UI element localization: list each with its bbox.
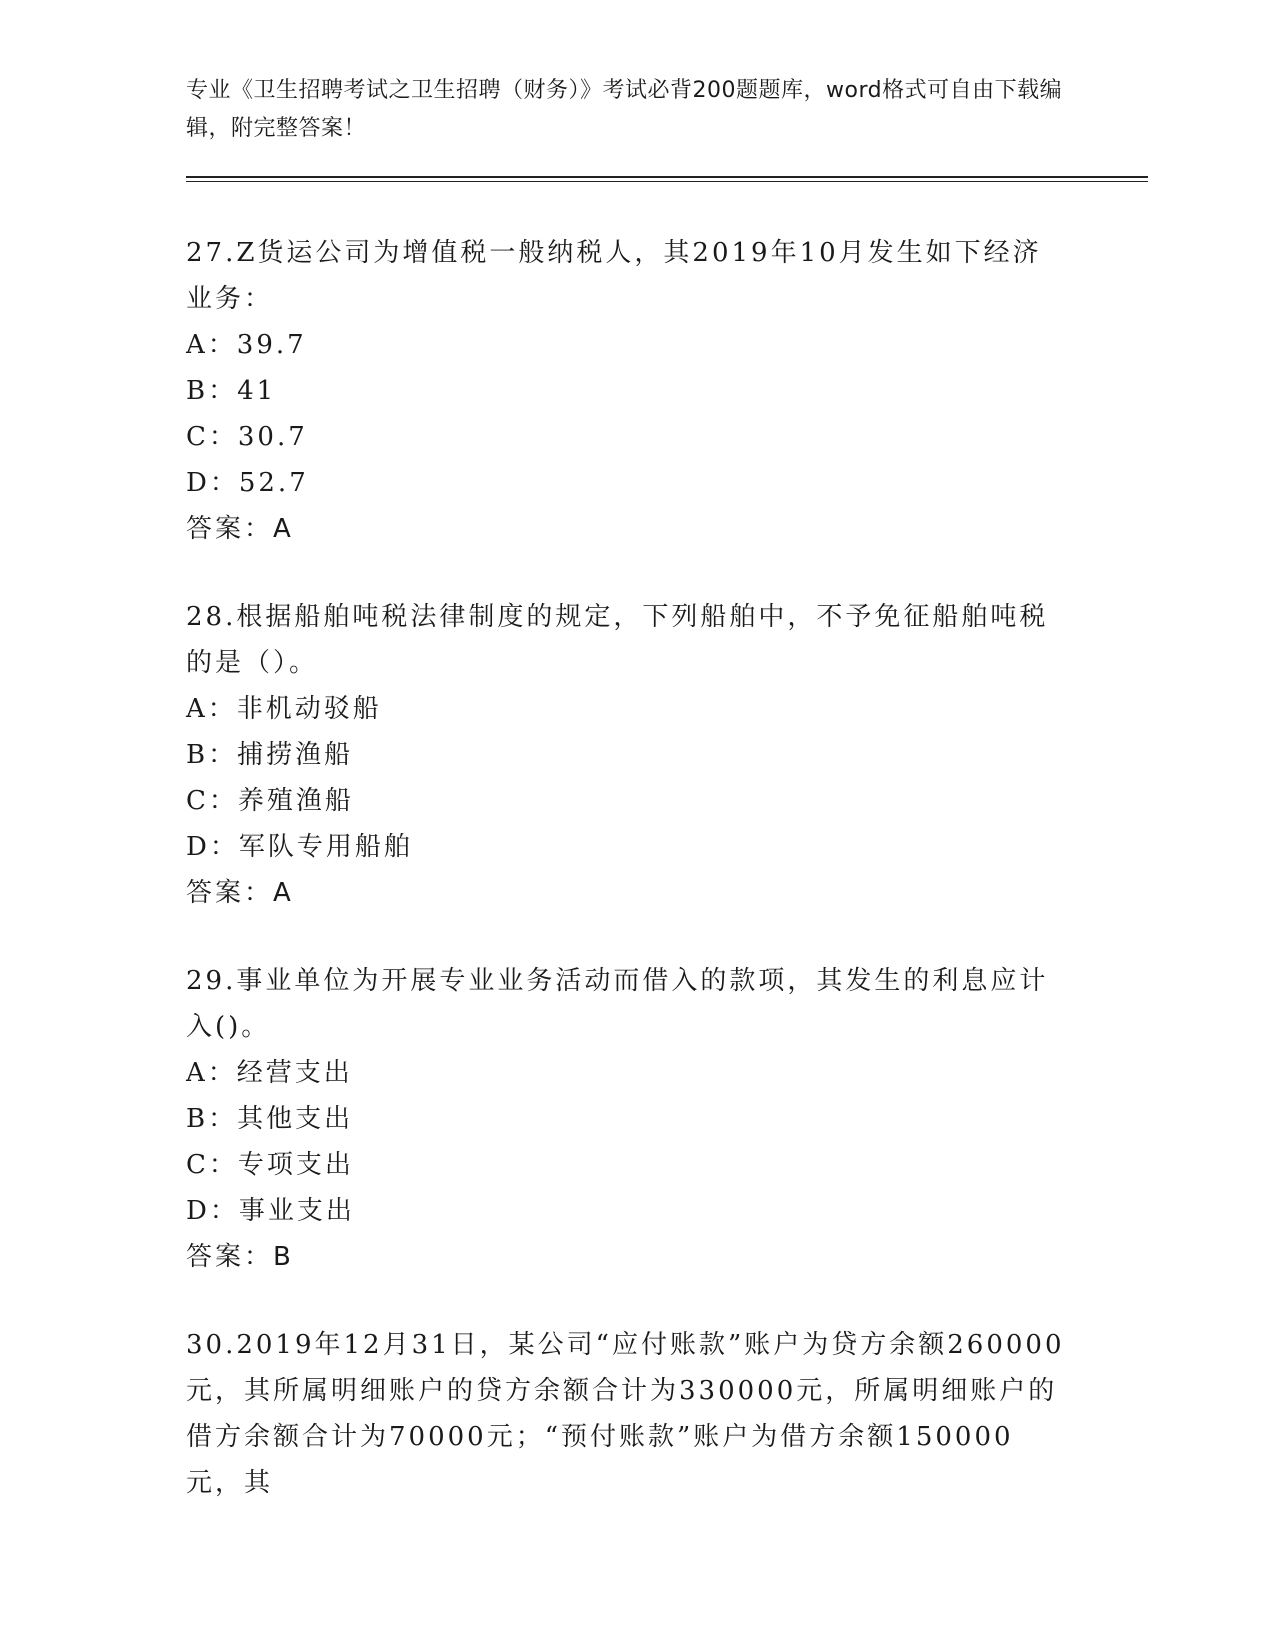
document-header: 专业《卫生招聘考试之卫生招聘（财务）》考试必背200题题库，word格式可自由下载编辑，附完整答案！ <box>186 78 1063 141</box>
option-c: C：30.7 <box>186 422 308 452</box>
answer: 答案：A <box>186 514 294 544</box>
option-d: D：事业支出 <box>186 1196 355 1226</box>
option-a: A：非机动驳船 <box>186 694 382 724</box>
option-b: B：捕捞渔船 <box>186 740 354 770</box>
header-divider <box>186 176 1148 178</box>
question-stem: 29.事业单位为开展专业业务活动而借入的款项，其发生的利息应计入()。 <box>186 966 1049 1042</box>
question-30 <box>186 1322 1066 1506</box>
header-divider-thin <box>186 181 1148 182</box>
option-d: D：52.7 <box>186 468 309 498</box>
option-d: D：军队专用船舶 <box>186 832 413 862</box>
question-29 <box>186 958 1066 1280</box>
question-stem: 27.Z货运公司为增值税一般纳税人，其2019年10月发生如下经济业务： <box>186 238 1042 314</box>
option-b: B：41 <box>186 376 277 406</box>
option-a: A：经营支出 <box>186 1058 353 1088</box>
option-c: C：专项支出 <box>186 1150 354 1180</box>
question-stem: 28.根据船舶吨税法律制度的规定，下列船舶中，不予免征船舶吨税的是（）。 <box>186 602 1049 678</box>
option-a: A：39.7 <box>186 330 307 360</box>
question-28 <box>186 594 1066 916</box>
option-c: C：养殖渔船 <box>186 786 354 816</box>
question-stem: 30.2019年12月31日，某公司“应付账款”账户为贷方余额260000元，其所属明细账户的贷方余额合计为330000元，所属明细账户的借方余额合计为70000元；“预付账款”账户为借方余额150000元，其 <box>186 1330 1065 1498</box>
answer: 答案：B <box>186 1242 294 1272</box>
option-b: B：其他支出 <box>186 1104 354 1134</box>
question-27 <box>186 230 1066 552</box>
answer: 答案：A <box>186 878 294 908</box>
